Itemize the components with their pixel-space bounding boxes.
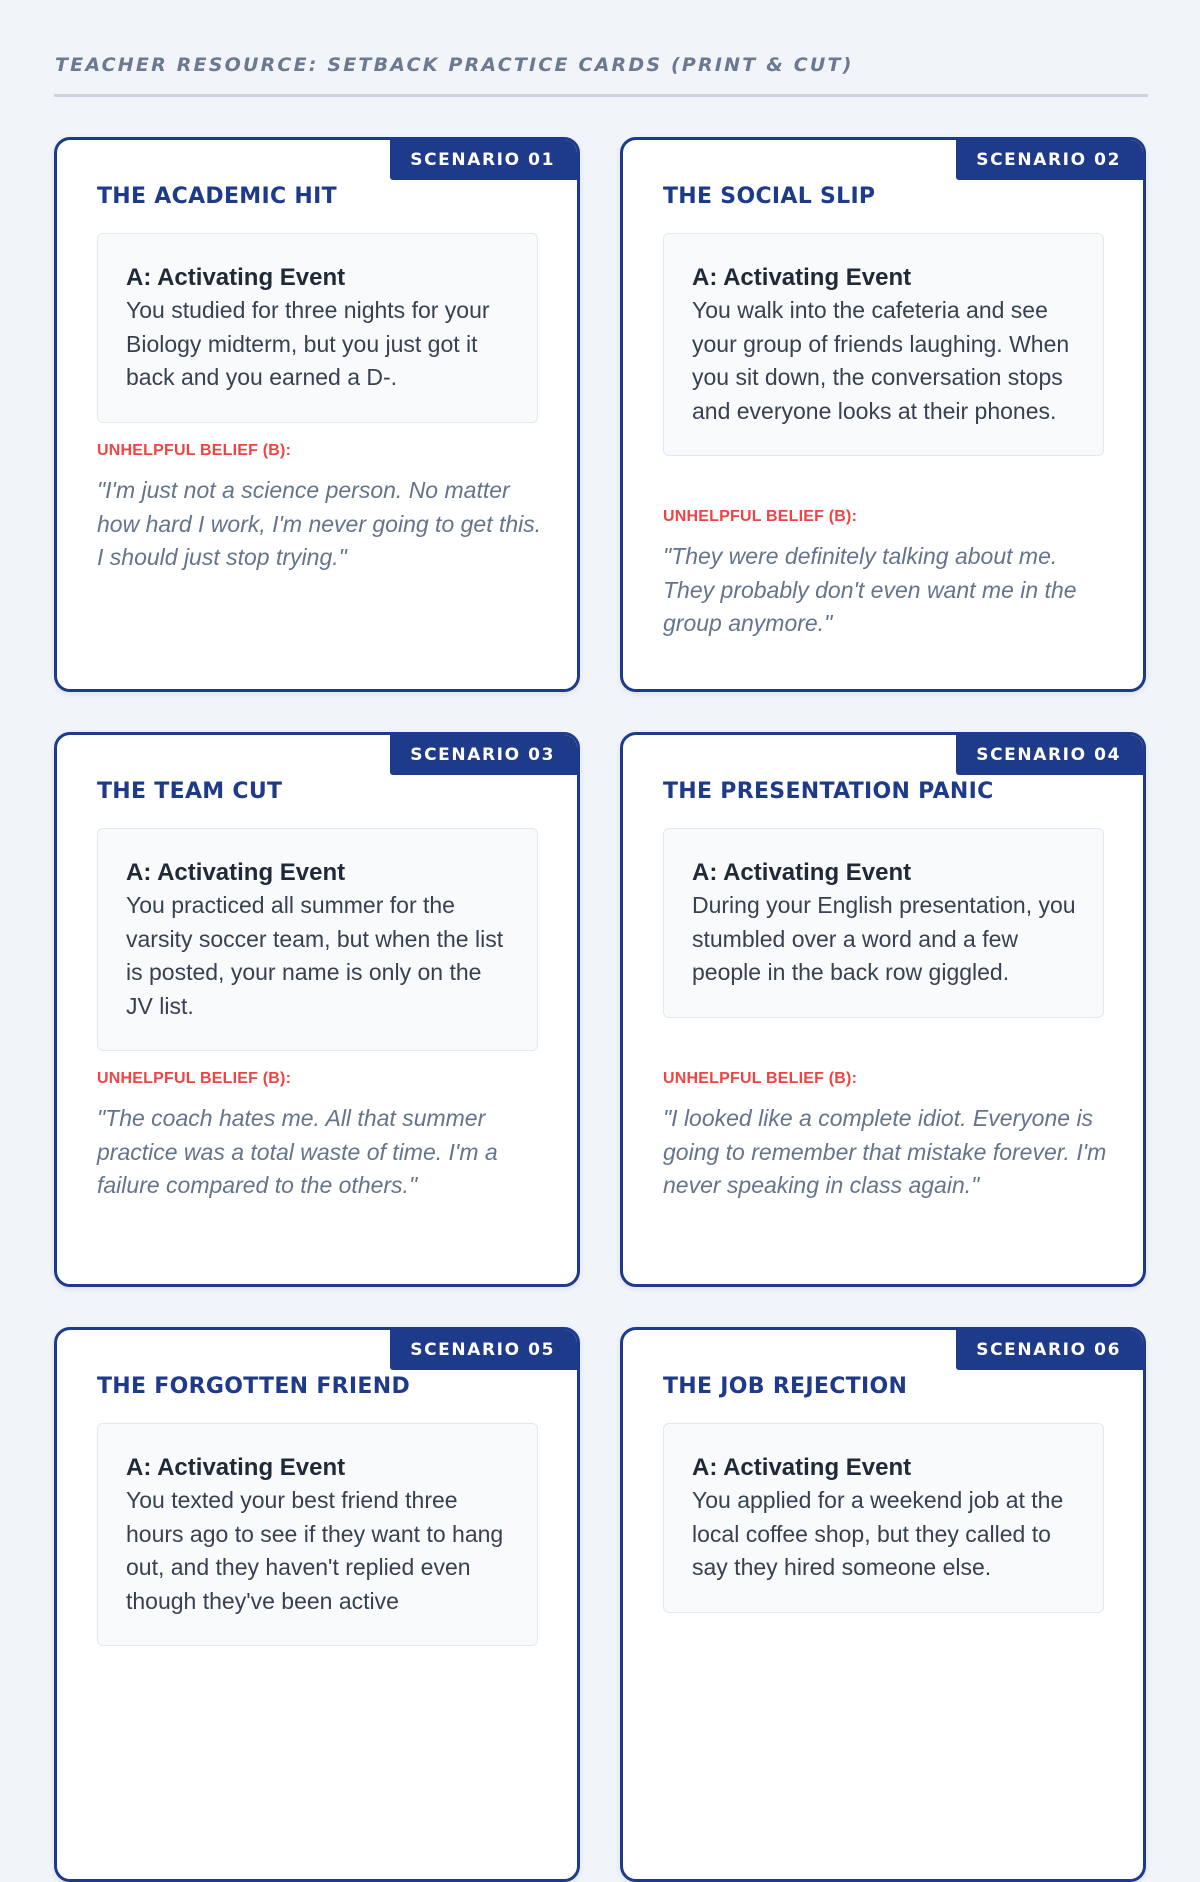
header-divider — [54, 94, 1148, 97]
belief-label: UNHELPFUL BELIEF (B): — [663, 508, 858, 525]
scenario-card-06 — [620, 1327, 1146, 1882]
scenario-card-01 — [54, 137, 580, 692]
scenario-tag: SCENARIO 01 — [390, 140, 577, 180]
scenario-tag: SCENARIO 04 — [956, 735, 1143, 775]
event-text: You applied for a weekend job at the local coffee shop, but they called to say they hired someone else. — [692, 1487, 1064, 1580]
card-grid — [54, 137, 1146, 1882]
page-title: TEACHER RESOURCE: SETBACK PRACTICE CARDS (PRINT & CUT) — [55, 54, 854, 76]
card-title: THE SOCIAL SLIP — [663, 184, 876, 209]
event-text: You studied for three nights for your Biology midterm, but you just got it back and you earned a D-. — [126, 297, 490, 390]
scenario-card-02 — [620, 137, 1146, 692]
event-text: During your English presentation, you stumbled over a word and a few people in the back row giggled. — [692, 892, 1076, 985]
card-title: THE PRESENTATION PANIC — [663, 779, 994, 804]
card-title: THE JOB REJECTION — [663, 1374, 908, 1399]
activating-event-box — [663, 1423, 1104, 1613]
event-text: You practiced all summer for the varsity soccer team, but when the list is posted, your name is only on the JV list. — [126, 892, 504, 1019]
scenario-tag: SCENARIO 06 — [956, 1330, 1143, 1370]
belief-label: UNHELPFUL BELIEF (B): — [663, 1070, 858, 1087]
belief-block — [97, 442, 542, 575]
event-text: You texted your best friend three hours ago to see if they want to hang out, and they haven't replied even though they've been active — [126, 1487, 504, 1614]
activating-event-box — [97, 1423, 538, 1646]
event-label: A: Activating Event — [692, 1454, 912, 1481]
scenario-card-05 — [54, 1327, 580, 1882]
scenario-card-04 — [620, 732, 1146, 1287]
belief-block — [663, 1070, 1108, 1203]
card-title: THE TEAM CUT — [97, 779, 283, 804]
belief-text: "The coach hates me. All that summer practice was a total waste of time. I'm a failure compared to the others." — [97, 1105, 498, 1198]
card-title: THE FORGOTTEN FRIEND — [97, 1374, 411, 1399]
activating-event-box — [663, 828, 1104, 1018]
event-label: A: Activating Event — [126, 264, 346, 291]
activating-event-box — [663, 233, 1104, 456]
card-title: THE ACADEMIC HIT — [97, 184, 337, 209]
scenario-card-03 — [54, 732, 580, 1287]
activating-event-box — [97, 233, 538, 423]
belief-block — [97, 1070, 542, 1203]
event-label: A: Activating Event — [692, 859, 912, 886]
scenario-tag: SCENARIO 02 — [956, 140, 1143, 180]
scenario-tag: SCENARIO 05 — [390, 1330, 577, 1370]
belief-text: "They were definitely talking about me. They probably don't even want me in the group anymore." — [663, 543, 1077, 636]
event-label: A: Activating Event — [126, 1454, 346, 1481]
event-label: A: Activating Event — [126, 859, 346, 886]
activating-event-box — [97, 828, 538, 1051]
belief-label: UNHELPFUL BELIEF (B): — [97, 1070, 292, 1087]
belief-block — [663, 508, 1108, 641]
belief-text: "I'm just not a science person. No matter how hard I work, I'm never going to get this. I should just stop trying." — [97, 477, 542, 570]
belief-text: "I looked like a complete idiot. Everyone is going to remember that mistake forever. I'm never speaking in class again." — [663, 1105, 1107, 1198]
belief-label: UNHELPFUL BELIEF (B): — [97, 442, 292, 459]
event-text: You walk into the cafeteria and see your group of friends laughing. When you sit down, the conversation stops and everyone looks at their phones. — [692, 297, 1070, 424]
scenario-tag: SCENARIO 03 — [390, 735, 577, 775]
event-label: A: Activating Event — [692, 264, 912, 291]
